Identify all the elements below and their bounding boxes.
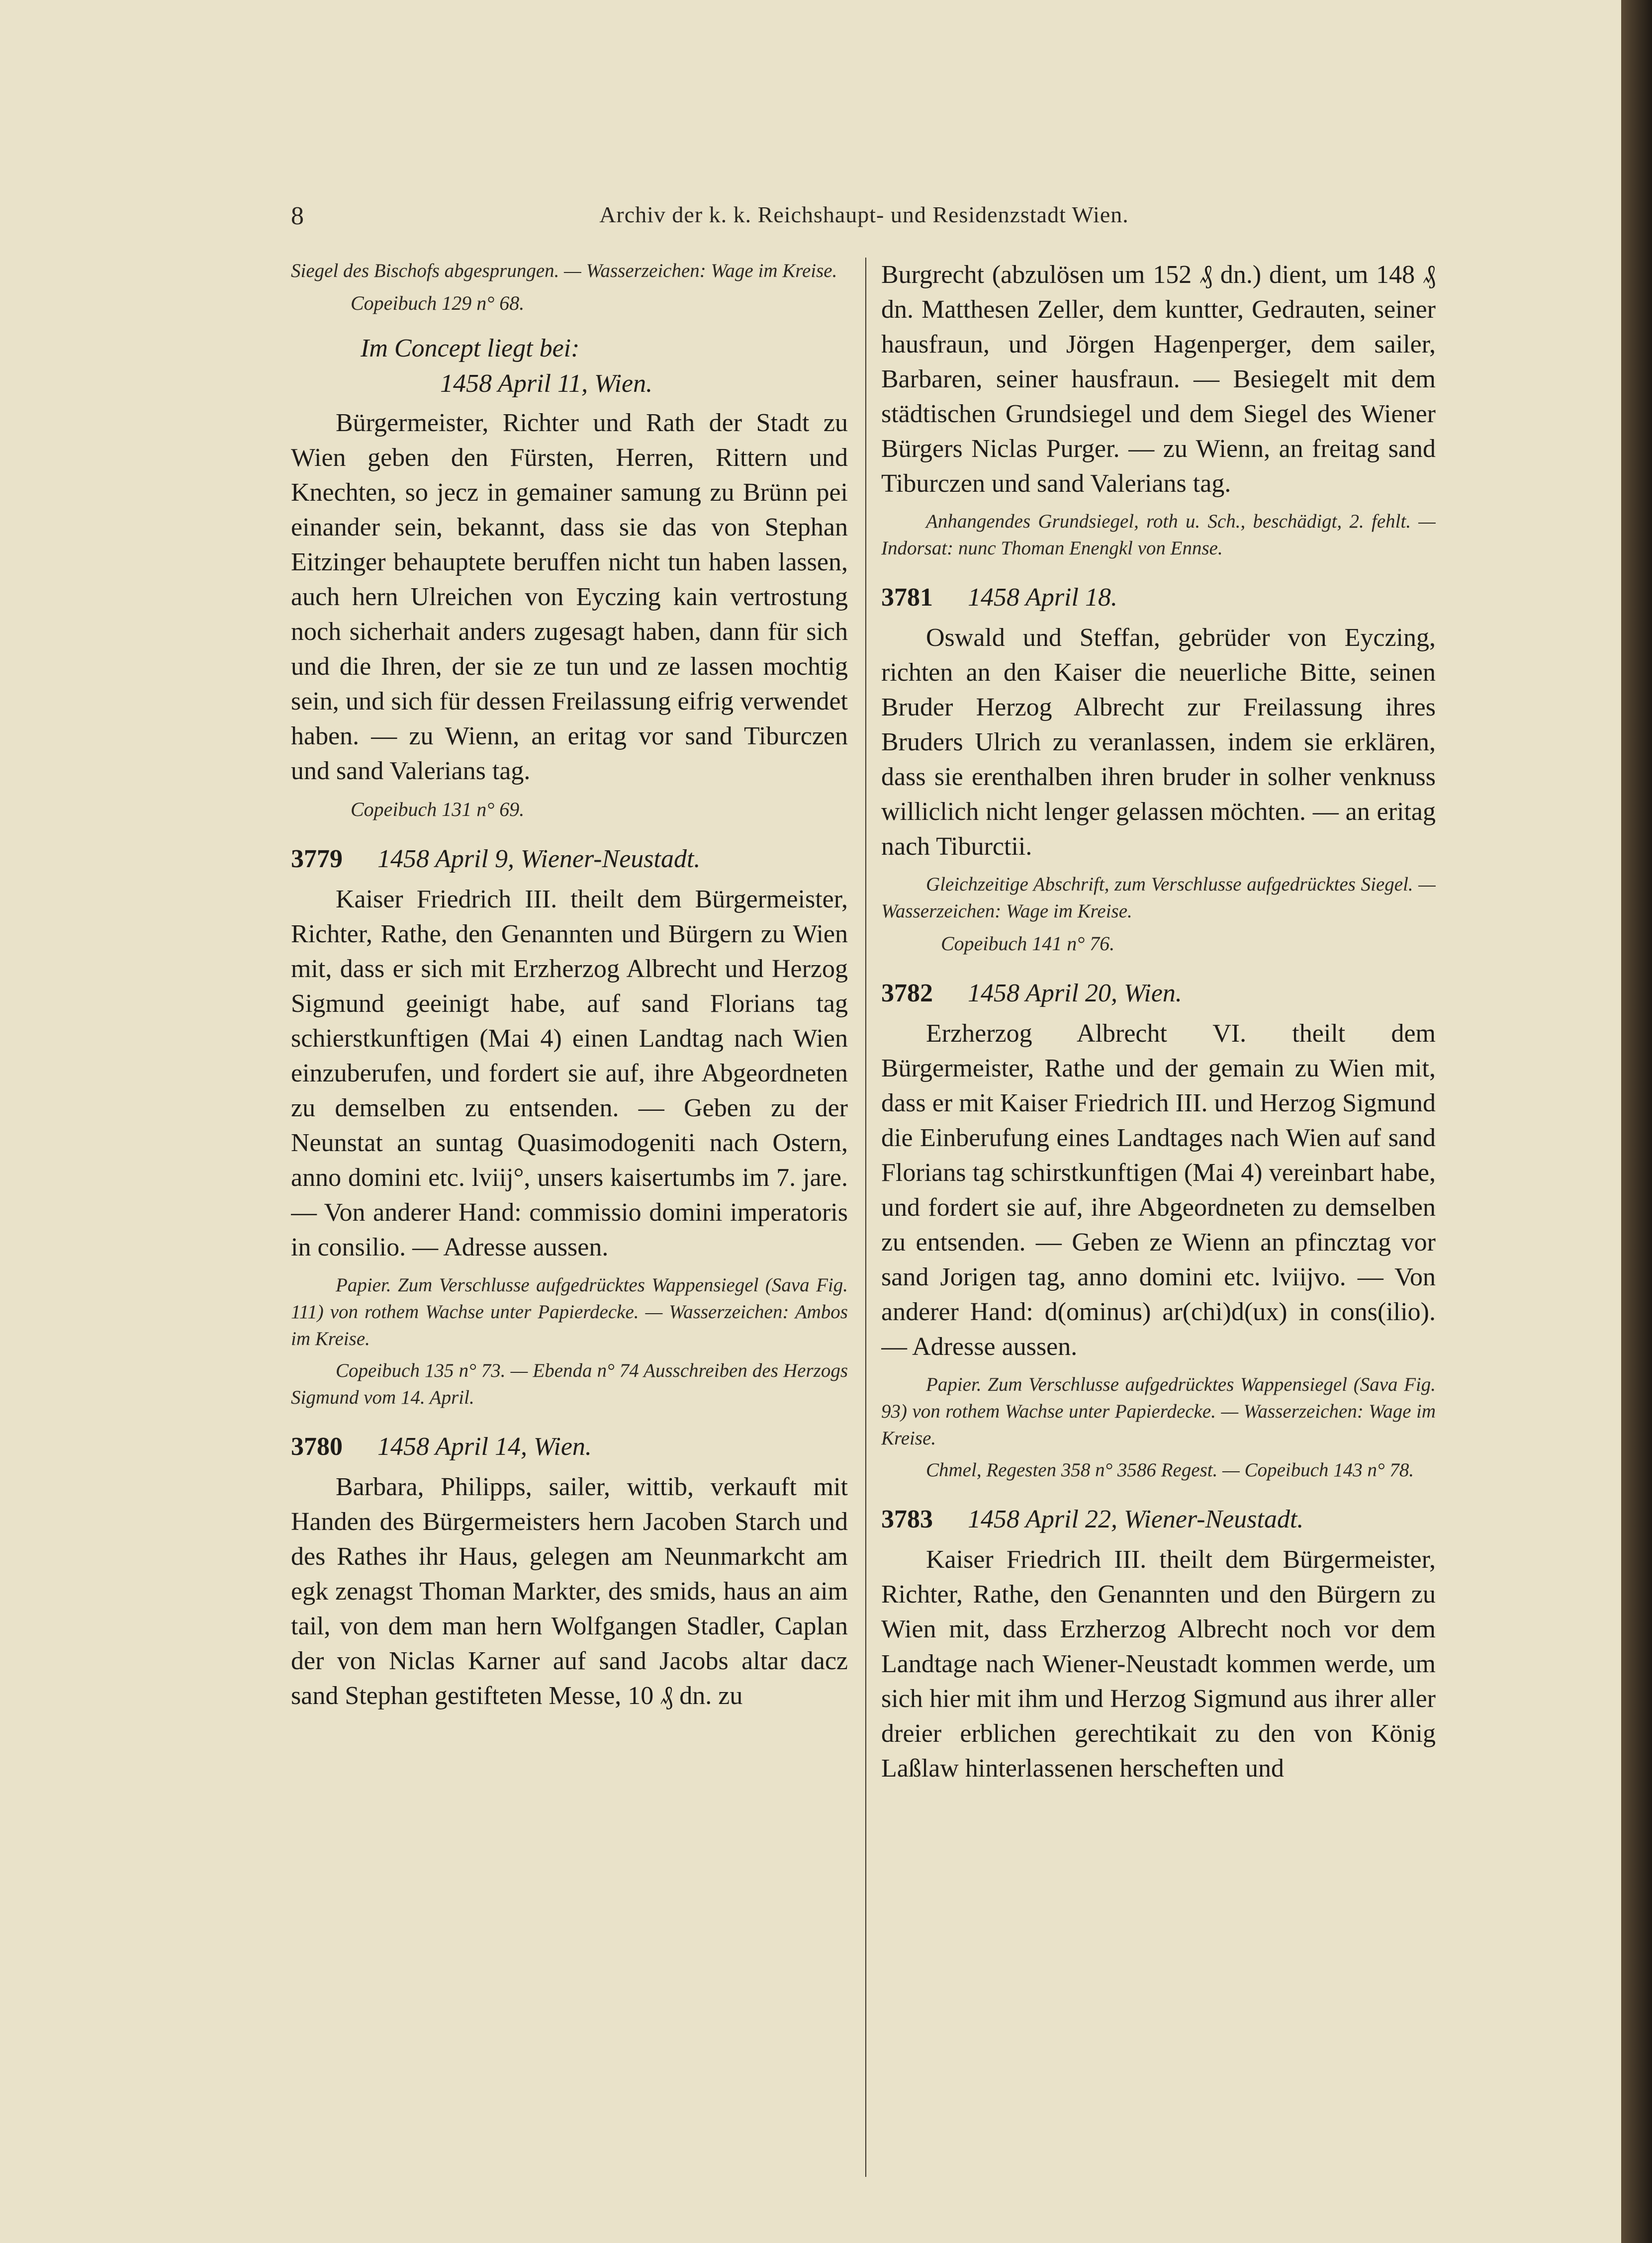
entry-3782-date: 1458 April 20, Wien. [968, 979, 1182, 1007]
entry-3781-text: Oswald und Steffan, gebrüder von Eyczing, richten an den Kaiser die neuerliche Bitte, seinen Bruder Herzog Albrecht zur Freilassung ihres Bruders Ulrich zu veranlassen, indem sie erklären, dass sie erenthalben ihren bruder in solher venknuss williclich nicht lenger gelassen möchten. — an eritag nach Tiburctii. [881, 624, 1436, 861]
entry-3779-heading [291, 841, 848, 877]
entry-3782-note: Papier. Zum Verschlusse aufgedrücktes Wappensiegel (Sava Fig. 93) von rothem Wachse unter Papierdecke. — Wasserzeichen: Wage im Kreise. [881, 1374, 1436, 1449]
right-column [881, 258, 1436, 2187]
column-divider [865, 258, 866, 2177]
entry-3782-text: Erzherzog Albrecht VI. theilt dem Bürgermeister, Rathe und der gemain zu Wien mit, dass er mit Kaiser Friedrich III. und Herzog Sigmund die Einberufung eines Landtages nach Wien auf sand Florians tag schirstkunftigen (Mai 4) vereinbart habe, und fordert sie auf, ihre Abgeordneten zu demselben zu entsenden. — Geben ze Wienn an pfincztag vor sand Jorigen tag, anno domini etc. lviijvo. — Von anderer Hand: d(ominus) ar(chi)d(ux) in cons(ilio). — Adresse aussen. [881, 1019, 1436, 1361]
entry-3780-number: 3780 [291, 1433, 343, 1461]
entry-3782-number: 3782 [881, 979, 933, 1007]
entry-3779-date: 1458 April 9, Wiener-Neustadt. [377, 845, 701, 873]
entry-3783-date: 1458 April 22, Wiener-Neustadt. [968, 1505, 1304, 1533]
entry-3779-text: Kaiser Friedrich III. theilt dem Bürgermeister, Richter, Rathe, den Genannten und Bürgern zu Wien mit, dass er sich mit Erzherzog Albrecht und Herzog Sigmund geeinigt habe, auf sand Florians tag schierstkunftigen (Mai 4) einen Landtag nach Wien einzuberufen, und fordert sie auf, ihre Abgeordneten zu demselben zu entsenden. — Geben zu der Neunstat an suntag Quasimodogeniti nach Ostern, anno domini etc. lviij°, unsers kaisertumbs im 7. jare. — Von anderer Hand: commissio domini imperatoris in consilio. — Adresse aussen. [291, 885, 848, 1261]
entry-3781-number: 3781 [881, 583, 933, 612]
entry-3780-heading [291, 1429, 848, 1465]
entry-3781-copy-reference: Copeibuch 141 n° 76. [941, 932, 1115, 955]
entry-3779-copy-reference: Copeibuch 135 n° 73. — Ebenda n° 74 Ausschreiben des Herzogs Sigmund vom 14. April. [291, 1360, 848, 1408]
entry-3780-date: 1458 April 14, Wien. [377, 1433, 592, 1461]
entry-3779-note: Papier. Zum Verschlusse aufgedrücktes Wappensiegel (Sava Fig. 111) von rothem Wachse unter Papierdecke. — Wasserzeichen: Ambos im Kreise. [291, 1274, 848, 1349]
continued-text: Burgrecht (abzulösen um 152 ₰ dn.) dient, um 148 ₰ dn. Matthesen Zeller, dem kuntter, Gedrauten, seiner hausfraun, und Jörgen Hagenperger, dem sailer, Barbaren, seiner hausfraun. — Besiegelt mit dem städtischen Grundsiegel und dem Siegel des Wiener Bürgers Niclas Purger. — zu Wienn, an freitag sand Tiburczen und sand Valerians tag. [881, 261, 1436, 498]
entry-3779-number: 3779 [291, 845, 343, 873]
concept-date: 1458 April 11, Wien. [440, 369, 653, 398]
entry-3781-heading [881, 580, 1436, 616]
entry-3782-copy-reference: Chmel, Regesten 358 n° 3586 Regest. — Copeibuch 143 n° 78. [926, 1459, 1414, 1481]
page-number: 8 [291, 202, 304, 230]
entry-3783-heading [881, 1502, 1436, 1537]
entry-3780-text: Barbara, Philipps, sailer, wittib, verkauft mit Handen des Bürgermeisters hern Jacoben Starch und des Rathes ihr Haus, gelegen am Neunmarkcht am egk zenagst Thoman Markter, des smids, haus an aim tail, von dem man hern Wolfgangen Stadler, Caplan der von Niclas Karner auf sand Jacobs altar dacz sand Stephan gestifteten Messe, 10 ₰ dn. zu [291, 1473, 848, 1710]
intro-note: Siegel des Bischofs abgesprungen. — Wasserzeichen: Wage im Kreise. [291, 260, 837, 281]
continued-note: Anhangendes Grundsiegel, roth u. Sch., beschädigt, 2. fehlt. — Indorsat: nunc Thoman Enengkl von Ennse. [881, 511, 1436, 559]
concept-label: Im Concept liegt bei: [361, 334, 580, 362]
concept-copy-reference: Copeibuch 131 n° 69. [351, 798, 525, 820]
intro-copy-reference: Copeibuch 129 n° 68. [351, 292, 525, 314]
entry-3781-note: Gleichzeitige Abschrift, zum Verschlusse aufgedrücktes Siegel. — Wasserzeichen: Wage im Kreise. [881, 874, 1436, 922]
entry-3781-date: 1458 April 18. [968, 583, 1117, 612]
entry-3783-number: 3783 [881, 1505, 933, 1533]
page-header [291, 201, 1437, 236]
entry-3783-text: Kaiser Friedrich III. theilt dem Bürgermeister, Richter, Rathe, den Genannten und den Bürgern zu Wien mit, dass Erzherzog Albrecht noch vor dem Landtage nach Wiener-Neustadt kommen werde, um sich hier mit ihm und Herzog Sigmund aus ihrer aller dreier erblichen gerechtikait zu den von König Laßlaw hinterlassenen herscheften und [881, 1545, 1436, 1783]
left-column [291, 258, 848, 2187]
entry-3782-heading [881, 976, 1436, 1011]
book-edge [1621, 0, 1652, 2243]
concept-text: Bürgermeister, Richter und Rath der Stadt zu Wien geben den Fürsten, Herren, Rittern und Knechten, so jecz in gemainer samung zu Brünn pei einander sein, bekannt, dass sie das von Stephan Eitzinger behauptete beruffen nicht tun haben lassen, auch hern Ulreichen von Eyczing kain vertrostung noch sicherhait anders zugesagt haben, dann für sich und die Ihren, der sie ze tun und ze lassen mochtig sein, und sich für dessen Freilassung eifrig verwendet haben. — zu Wienn, an eritag vor sand Tiburczen und sand Valerians tag. [291, 409, 848, 785]
running-title: Archiv der k. k. Reichshaupt- und Residenzstadt Wien. [599, 202, 1129, 227]
